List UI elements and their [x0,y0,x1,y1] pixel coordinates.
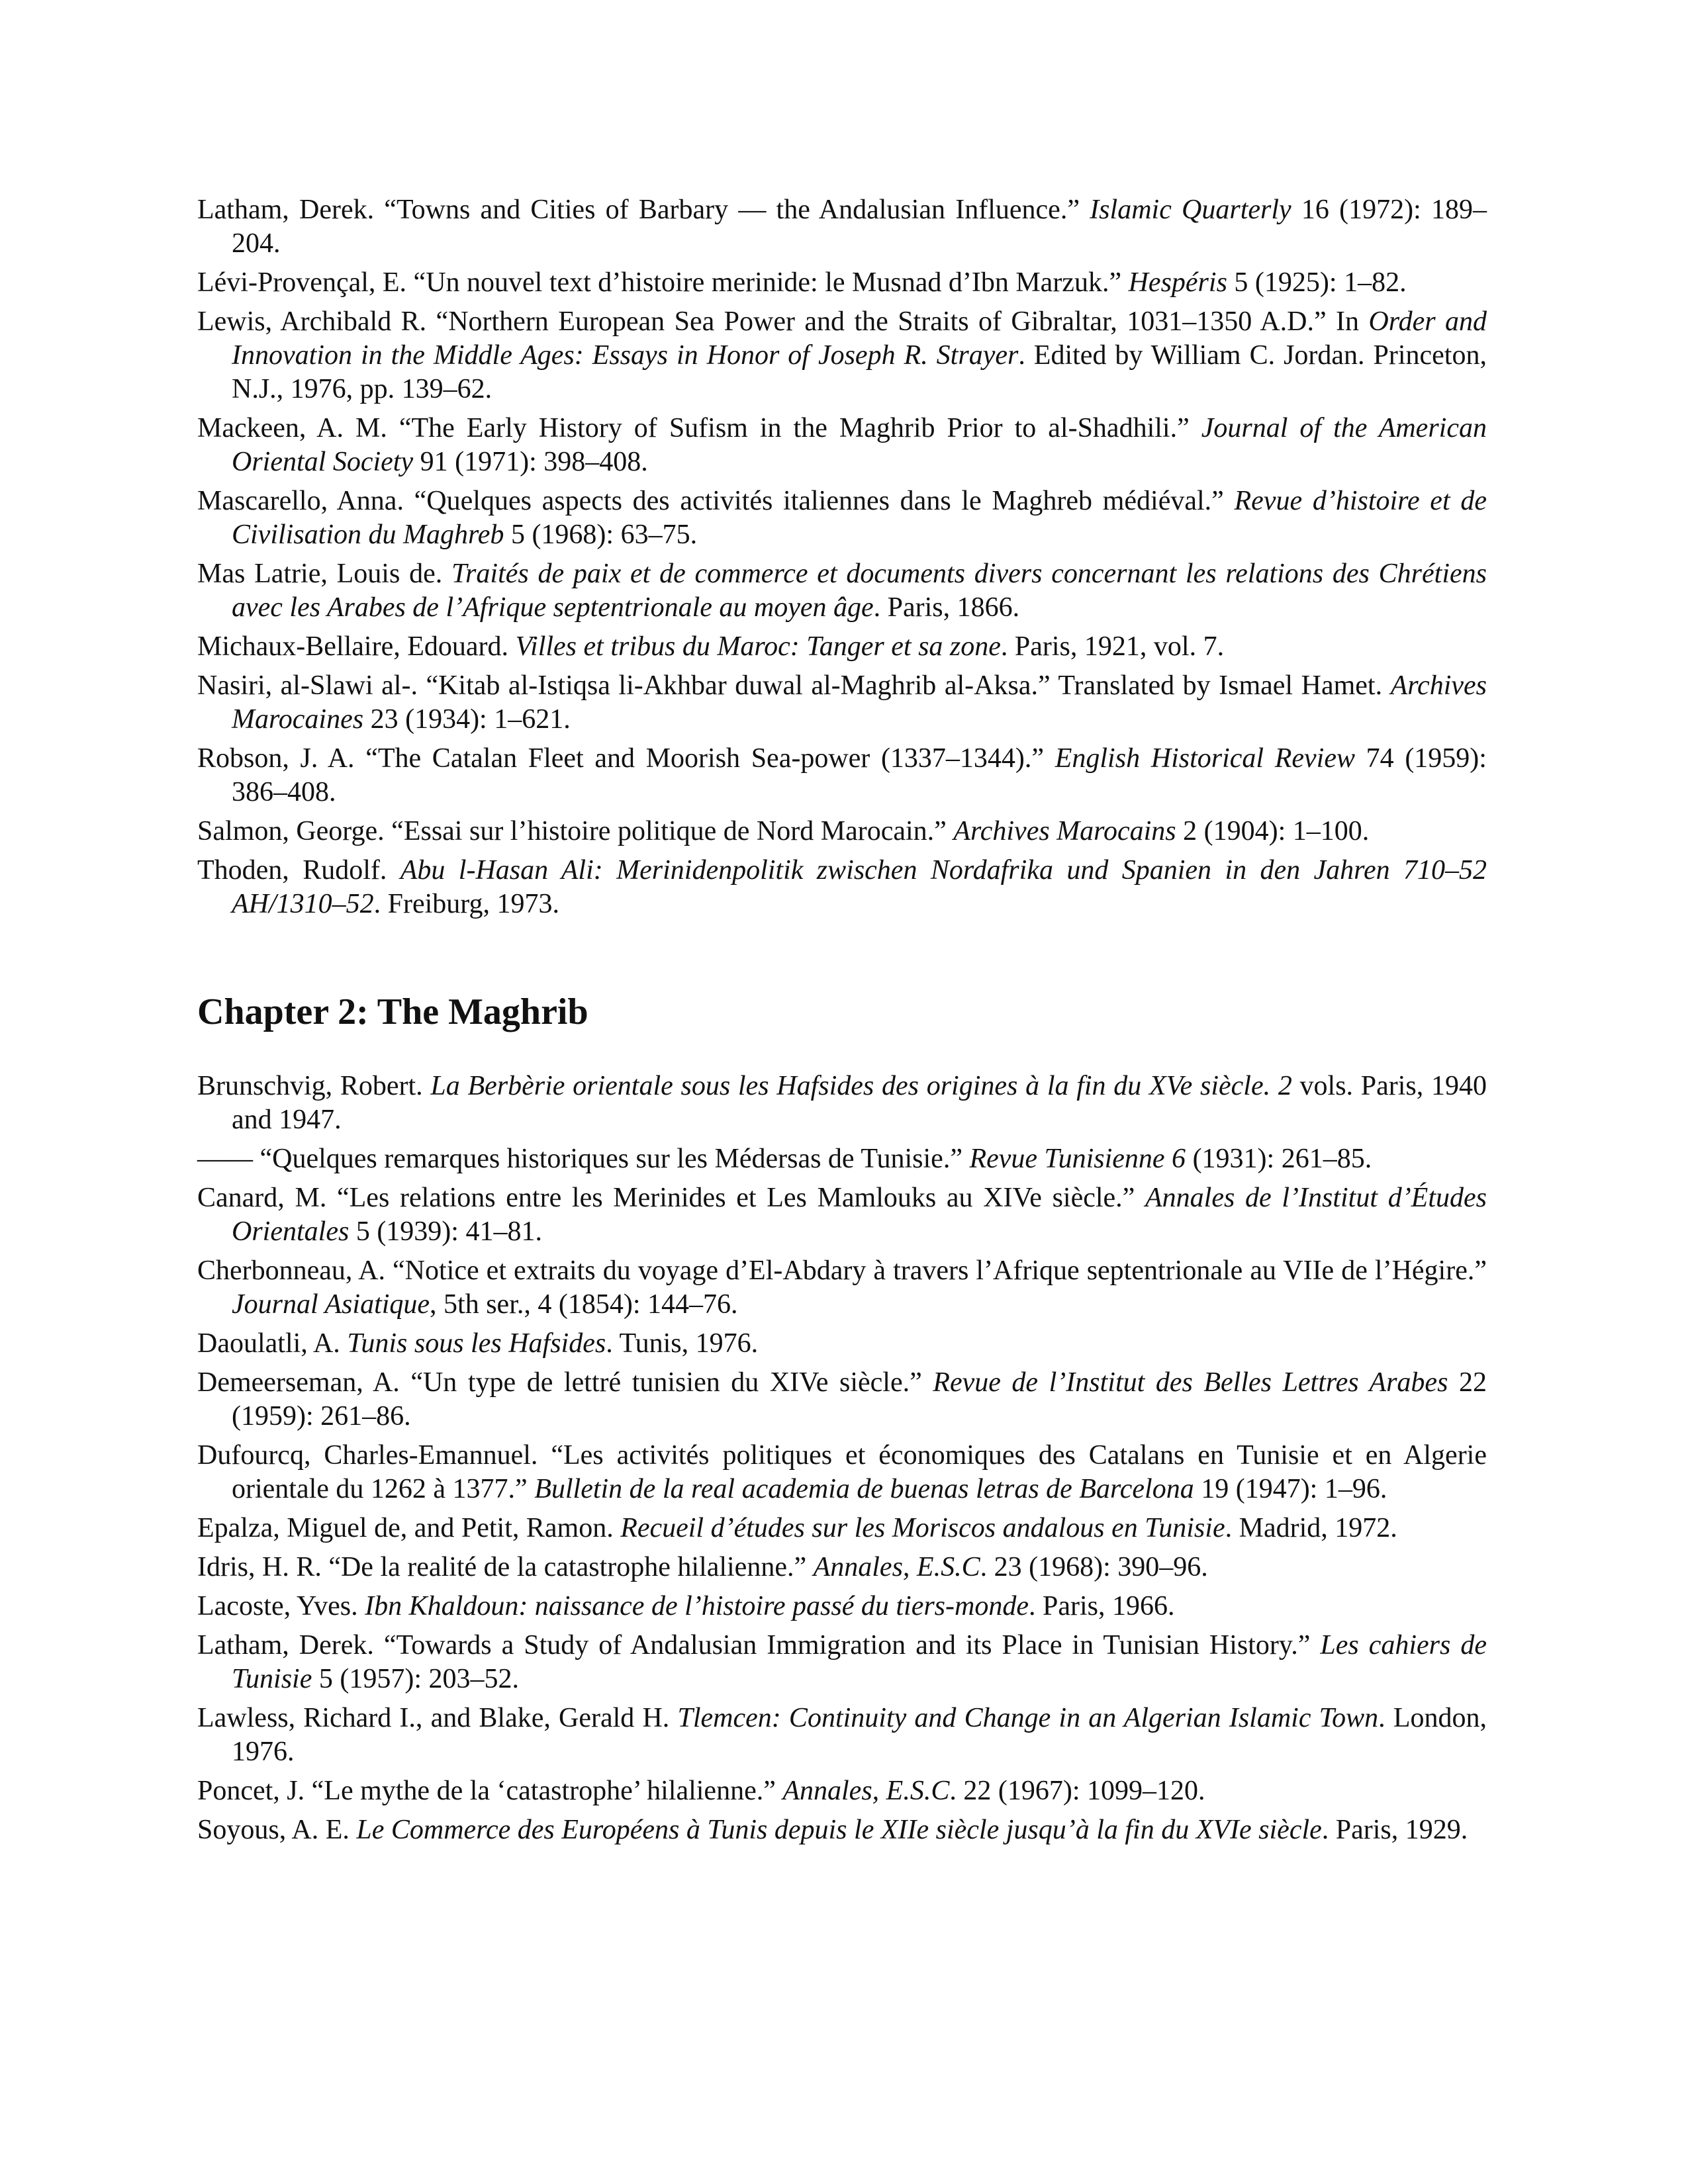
entry-text: . Paris, 1966. [1029,1591,1175,1621]
entry-text: Dufourcq, Charles-Emannuel. “Les activités politiques et économiques des Catalans en Tunisie et en Algerie orientale du 1262 à 1377.” [197,1440,1487,1504]
bibliography-entry [197,1439,1487,1506]
entry-title-italic: Revue Tunisienne 6 [969,1144,1186,1174]
entry-title-italic: Archives Marocains [953,816,1176,846]
entry-text: Daoulatli, A. [197,1328,348,1359]
bibliography-entry [197,1366,1487,1433]
entry-text: 5 (1925): 1–82. [1227,267,1407,298]
entry-text: . Freiburg, 1973. [373,889,560,919]
entry-text: . 22 (1967): 1099–120. [949,1776,1205,1806]
document-page [197,193,1487,1852]
entry-text: 16 (1972): 189–204. [232,195,1487,259]
entry-text: 74 (1959): 386–408. [232,743,1487,807]
entry-title-italic: Islamic Quarterly [1090,195,1291,225]
entry-text: Lacoste, Yves. [197,1591,365,1621]
bibliography-entry [197,669,1487,737]
entry-title-italic: Hespéris [1128,267,1227,298]
bibliography-entry [197,1254,1487,1322]
bibliography-entry [197,630,1487,664]
entry-text: 5 (1939): 41–81. [349,1216,542,1247]
bibliography-entry [197,1181,1487,1249]
entry-text: . Paris, 1921, vol. 7. [1000,631,1225,662]
entry-text: Lewis, Archibald R. “Northern European Sea Power and the Straits of Gibraltar, 1031–1350 A.D.” In [197,306,1369,337]
entry-text: . Madrid, 1972. [1225,1513,1397,1543]
entry-title-italic: Tunis sous les Hafsides [347,1328,606,1359]
entry-text: Cherbonneau, A. “Notice et extraits du voyage d’El-Abdary à travers l’Afrique septentrionale au VIIe de l’Hégire.” [197,1255,1487,1286]
entry-text: Robson, J. A. “The Catalan Fleet and Moorish Sea-power (1337–1344).” [197,743,1055,774]
entry-text: . Paris, 1866. [873,592,1020,623]
entry-text: Thoden, Rudolf. [197,855,400,886]
entry-title-italic: Journal Asiatique [232,1289,430,1320]
entry-text: Mascarello, Anna. “Quelques aspects des activités italiennes dans le Maghreb médiéval.” [197,486,1235,516]
entry-text: vols. Paris, 1940 and 1947. [232,1071,1487,1135]
entry-text: Latham, Derek. “Towns and Cities of Barbary — the Andalusian Influence.” [197,195,1090,225]
bibliography-entry [197,193,1487,261]
entry-title-italic: Revue de l’Institut des Belles Lettres Arabes [933,1367,1448,1398]
entry-title-italic: Journal of the American Oriental Society [232,413,1487,477]
entry-text: Epalza, Miguel de, and Petit, Ramon. [197,1513,621,1543]
entry-title-italic: Villes et tribus du Maroc: Tanger et sa zone [515,631,1001,662]
entry-text: Michaux-Bellaire, Edouard. [197,631,516,662]
entry-text: . Tunis, 1976. [606,1328,759,1359]
entry-text: Nasiri, al-Slawi al-. “Kitab al-Istiqsa li-Akhbar duwal al-Maghrib al-Aksa.” Translated by Ismael Hamet. [197,670,1391,701]
bibliography-entry [197,557,1487,625]
entry-text: Lawless, Richard I., and Blake, Gerald H. [197,1703,678,1733]
bibliography-entry [197,1774,1487,1808]
bibliography-entry [197,412,1487,479]
entry-text: Soyous, A. E. [197,1815,357,1845]
entry-text: Mackeen, A. M. “The Early History of Sufism in the Maghrib Prior to al-Shadhili.” [197,413,1201,443]
entry-title-italic: Recueil d’études sur les Moriscos andalous en Tunisie [620,1513,1225,1543]
entry-title-italic: Ibn Khaldoun: naissance de l’histoire passé du tiers-monde [365,1591,1029,1621]
bibliography-entry [197,1629,1487,1696]
bibliography-entry [197,305,1487,406]
entry-text: 19 (1947): 1–96. [1194,1474,1387,1504]
entry-text: 22 (1959): 261–86. [232,1367,1487,1432]
bibliography-section-1 [197,193,1487,921]
entry-text: —— “Quelques remarques historiques sur les Médersas de Tunisie.” [197,1144,970,1174]
entry-text: 23 (1934): 1–621. [363,704,571,735]
entry-text: Canard, M. “Les relations entre les Merinides et Les Mamlouks au XIVe siècle.” [197,1183,1146,1213]
entry-text: . London, 1976. [232,1703,1487,1767]
entry-text: Latham, Derek. “Towards a Study of Andalusian Immigration and its Place in Tunisian History.” [197,1630,1321,1661]
entry-title-italic: Annales, E.S.C [782,1776,950,1806]
bibliography-entry [197,1327,1487,1361]
entry-title-italic: Les cahiers de Tunisie [232,1630,1487,1694]
bibliography-section-2 [197,1069,1487,1847]
entry-title-italic: Traités de paix et de commerce et documents divers concernant les relations des Chrétiens avec les Arabes de l’Afrique septentrionale au moyen âge [232,559,1487,623]
bibliography-entry [197,742,1487,809]
entry-text: 5 (1957): 203–52. [312,1664,520,1694]
entry-text: Salmon, George. “Essai sur l’histoire politique de Nord Marocain.” [197,816,954,846]
bibliography-entry [197,815,1487,848]
entry-text: Lévi-Provençal, E. “Un nouvel text d’histoire merinide: le Musnad d’Ibn Marzuk.” [197,267,1129,298]
bibliography-entry [197,1069,1487,1137]
entry-text: Brunschvig, Robert. [197,1071,431,1101]
entry-text: 5 (1968): 63–75. [504,520,698,550]
entry-text: . Paris, 1929. [1321,1815,1468,1845]
bibliography-entry [197,1590,1487,1623]
entry-title-italic: Bulletin de la real academia de buenas letras de Barcelona [534,1474,1194,1504]
entry-title-italic: Archives Marocaines [232,670,1487,735]
entry-text: Poncet, J. “Le mythe de la ‘catastrophe’ hilalienne.” [197,1776,783,1806]
entry-text: Demeerseman, A. “Un type de lettré tunisien du XIVe siècle.” [197,1367,933,1398]
bibliography-entry [197,484,1487,552]
bibliography-entry [197,1512,1487,1545]
entry-text: Idris, H. R. “De la realité de la catastrophe hilalienne.” [197,1552,814,1582]
entry-title-italic: Revue d’histoire et de Civilisation du Maghreb [232,486,1487,550]
bibliography-entry [197,1142,1487,1176]
entry-title-italic: La Berbèrie orientale sous les Hafsides des origines à la fin du XVe siècle. 2 [430,1071,1292,1101]
entry-text: (1931): 261–85. [1186,1144,1372,1174]
entry-title-italic: Abu l-Hasan Ali: Merinidenpolitik zwischen Nordafrika und Spanien in den Jahren 710–52 AH/1310–52 [232,855,1487,919]
entry-title-italic: Order and Innovation in the Middle Ages: Essays in Honor of Joseph R. Strayer [232,306,1487,371]
chapter-heading: Chapter 2: The Maghrib [197,991,588,1032]
entry-title-italic: Annales, E.S.C [813,1552,980,1582]
bibliography-entry [197,1551,1487,1584]
entry-title-italic: Annales de l’Institut d’Études Orientales [232,1183,1487,1247]
entry-title-italic: English Historical Review [1055,743,1355,774]
bibliography-entry [197,854,1487,921]
entry-text: 2 (1904): 1–100. [1176,816,1370,846]
entry-text: , 5th ser., 4 (1854): 144–76. [430,1289,738,1320]
entry-title-italic: Le Commerce des Européens à Tunis depuis le XIIe siècle jusqu’à la fin du XVIe siècle [356,1815,1322,1845]
entry-text: 91 (1971): 398–408. [413,447,648,477]
bibliography-entry [197,1813,1487,1847]
bibliography-entry [197,266,1487,300]
entry-text: . Edited by William C. Jordan. Princeton, N.J., 1976, pp. 139–62. [232,340,1487,404]
entry-text: . 23 (1968): 390–96. [980,1552,1208,1582]
entry-text: Mas Latrie, Louis de. [197,559,452,589]
entry-title-italic: Tlemcen: Continuity and Change in an Algerian Islamic Town [677,1703,1379,1733]
bibliography-entry [197,1702,1487,1769]
